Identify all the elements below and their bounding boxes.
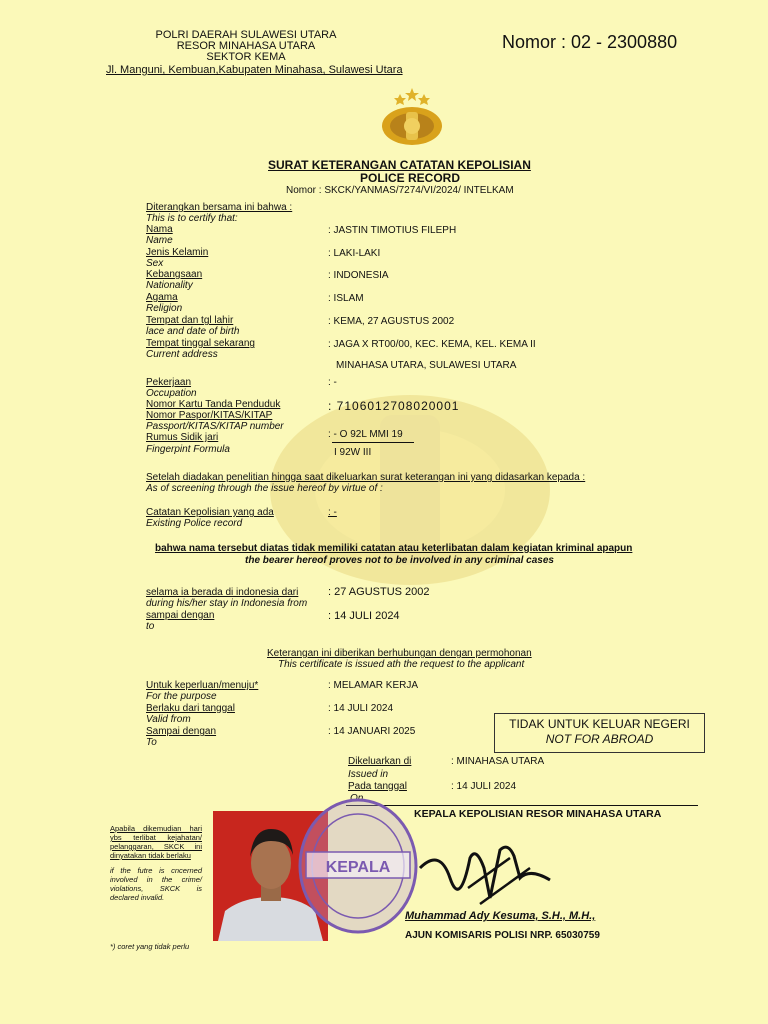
field-religion-label-en: Religion: [146, 303, 183, 314]
intro-label-en: This is to certify that:: [146, 213, 238, 224]
signature-title: KEPALA KEPOLISIAN RESOR MINAHASA UTARA: [414, 808, 662, 820]
stay-from-label: selama ia berada di indonesia dari: [146, 587, 299, 598]
field-fingerprint-value-2: I 92W III: [334, 447, 372, 458]
footnote: *) coret yang tidak perlu: [110, 942, 190, 951]
field-birth-label: Tempat dan tgl lahir: [146, 315, 234, 326]
field-passport-label: Nomor Paspor/KITAS/KITAP: [146, 410, 273, 421]
signatory-rank: AJUN KOMISARIS POLISI NRP. 65030759: [405, 930, 600, 941]
statement-text-en: the bearer hereof proves not to be involved in any criminal cases: [245, 555, 554, 566]
police-record-value: : -: [328, 507, 337, 518]
field-address-label: Tempat tinggal sekarang: [146, 338, 255, 349]
fingerprint-divider: [332, 442, 414, 443]
intro-label: Diterangkan bersama ini bahwa :: [146, 202, 293, 213]
stamp-center-text: KEPALA: [325, 859, 391, 876]
screening-text: Setelah diadakan penelitian hingga saat dikeluarkan surat keterangan ini yang didasarkan kepada :: [146, 472, 586, 483]
field-nationality-label-en: Nationality: [146, 280, 193, 291]
field-passport-label-en: Passport/KITAS/KITAP number: [146, 421, 284, 432]
valid-from-label: Berlaku dari tanggal: [146, 703, 235, 714]
valid-to-value: : 14 JANUARI 2025: [328, 726, 416, 737]
document-title: SURAT KETERANGAN CATATAN KEPOLISIAN: [268, 158, 531, 172]
purpose-value: : MELAMAR KERJA: [328, 680, 419, 691]
field-occupation-label: Pekerjaan: [146, 377, 192, 388]
issued-date-value: : 14 JULI 2024: [451, 781, 517, 792]
side-note-en: if the futre is cncerned involved in the crime/ violations, SKCK is declared invalid.: [110, 866, 202, 902]
field-nationality-label: Kebangsaan: [146, 269, 203, 280]
field-address-label-en: Current address: [146, 349, 218, 360]
police-record-label-en: Existing Police record: [146, 518, 243, 529]
field-ktp-value: : 7106012708020001: [328, 399, 460, 413]
not-for-abroad-box: [494, 713, 705, 753]
header-line-1: POLRI DAERAH SULAWESI UTARA: [155, 29, 337, 41]
signatory-name: Muhammad Ady Kesuma, S.H., M.H.,: [405, 910, 596, 922]
stay-from-value: : 27 AGUSTUS 2002: [328, 586, 430, 598]
field-fingerprint-value-1: : - O 92L MMI 19: [328, 429, 403, 440]
field-address-value: : JAGA X RT00/00, KEC. KEMA, KEL. KEMA II: [328, 339, 536, 350]
not-for-abroad-text: TIDAK UNTUK KELUAR NEGERI: [509, 717, 690, 731]
field-occupation-value: : -: [328, 377, 337, 388]
stay-to-label-en: to: [146, 621, 155, 632]
field-sex-label-en: Sex: [146, 258, 164, 269]
issued-in-value: : MINAHASA UTARA: [451, 756, 545, 767]
side-note: Apabila dikemudian hari ybs terlibat kejahatan/ pelanggaran, SKCK ini dinyatakan tidak berlaku: [110, 824, 202, 860]
header-line-2: RESOR MINAHASA UTARA: [176, 40, 316, 52]
field-religion-label: Agama: [146, 292, 178, 303]
official-stamp-icon: [296, 796, 421, 936]
issued-date-label: Pada tanggal: [348, 781, 407, 792]
police-emblem-icon: [378, 86, 446, 148]
stay-from-label-en: during his/her stay in Indonesia from: [146, 598, 308, 609]
statement-text: bahwa nama tersebut diatas tidak memiliki catatan atau keterlibatan dalam kegiatan kriminal apapun: [155, 543, 633, 554]
not-for-abroad-text-en: NOT FOR ABROAD: [545, 732, 654, 746]
field-fingerprint-label-en: Fingerpint Formula: [146, 444, 230, 455]
field-religion-value: : ISLAM: [328, 293, 364, 304]
header-line-3: SEKTOR KEMA: [206, 51, 286, 63]
field-occupation-label-en: Occupation: [146, 388, 197, 399]
document-serial-number: Nomor : 02 - 2300880: [502, 32, 678, 52]
valid-to-label: Sampai dengan: [146, 726, 217, 737]
field-address-line2: MINAHASA UTARA, SULAWESI UTARA: [336, 360, 517, 371]
purpose-note-en: This certificate is issued ath the request to the applicant: [278, 659, 525, 670]
issued-in-label: Dikeluarkan di: [348, 756, 412, 767]
stay-to-label: sampai dengan: [146, 610, 215, 621]
field-birth-value: : KEMA, 27 AGUSTUS 2002: [328, 316, 455, 327]
screening-text-en: As of screening through the issue hereof by virtue of :: [146, 483, 383, 494]
field-name-value: : JASTIN TIMOTIUS FILEPH: [328, 225, 457, 236]
valid-from-value: : 14 JULI 2024: [328, 703, 394, 714]
purpose-note: Keterangan ini diberikan berhubungan dengan permohonan: [267, 648, 532, 659]
field-fingerprint-label: Rumus Sidik jari: [146, 432, 219, 443]
field-sex-label: Jenis Kelamin: [146, 247, 209, 258]
header-address: Jl. Manguni, Kembuan,Kabupaten Minahasa, Sulawesi Utara: [106, 64, 403, 76]
field-name-label-en: Name: [146, 235, 173, 246]
valid-to-label-en: To: [146, 737, 157, 748]
purpose-label: Untuk keperluan/menuju*: [146, 680, 259, 691]
issued-in-label-en: Issued in: [348, 769, 389, 780]
valid-from-label-en: Valid from: [146, 714, 191, 725]
field-nationality-value: : INDONESIA: [328, 270, 389, 281]
field-ktp-label: Nomor Kartu Tanda Penduduk: [146, 399, 281, 410]
field-sex-value: : LAKI-LAKI: [328, 248, 381, 259]
document-subtitle: POLICE RECORD: [359, 171, 460, 185]
field-name-label: Nama: [146, 224, 173, 235]
stay-to-value: : 14 JULI 2024: [328, 610, 400, 622]
document-number: Nomor : SKCK/YANMAS/7274/VI/2024/ INTELKAM: [286, 185, 514, 196]
field-birth-label-en: lace and date of birth: [146, 326, 240, 337]
issued-on-label: On: [350, 793, 364, 804]
signature-scribble-icon: [410, 838, 560, 918]
police-record-label: Catatan Kepolisian yang ada: [146, 507, 274, 518]
purpose-label-en: For the purpose: [146, 691, 217, 702]
